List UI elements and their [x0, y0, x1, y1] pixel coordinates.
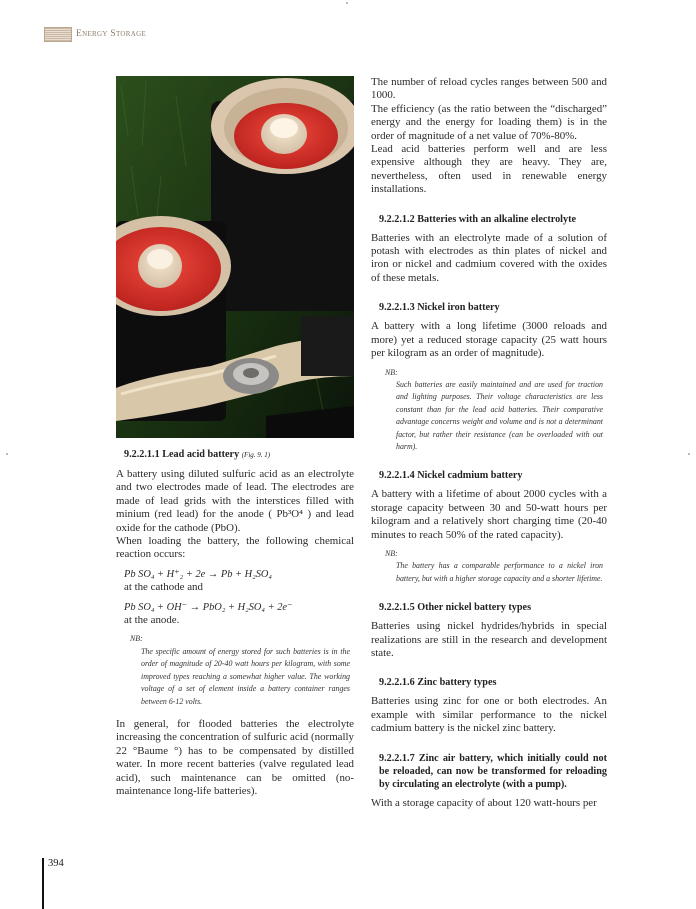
note-text: Such batteries are easily maintained and are used for traction and lighting purposes. Their voltage characteristics are less constant than for the lead acid batteries. Their comparative advantage concerns weight and volume and is not a determinant factor, but rather their resistance (can be overloaded with out harm). [396, 379, 603, 451]
batteries-photo [116, 76, 354, 438]
note-label: NB: [385, 548, 398, 558]
figure-reference: (Fig. 9. 1) [241, 451, 271, 459]
right-column [371, 76, 607, 810]
paragraph: In general, for flooded batteries the electrolyte increasing the concentration of sulfuric acid (normally 22 °Baume °) has to be compensated by distilled water. In more recent batteries (valve regulated lead acid), such maintenance can be omitted (no-maintenance long-life batteries). [116, 717, 354, 797]
crop-mark [688, 453, 690, 455]
section-heading [124, 448, 354, 462]
paragraph: A battery with a lifetime of about 2000 cycles with a storage capacity between 30 and 50-watt hours per kilogram and a relatively short charging time (20-40 minutes to reach 50% of the rated capacity). [371, 488, 607, 541]
note-text: The battery has a comparable performance to a nickel iron battery, but with a higher storage capacity and a shorter lifetime. [396, 561, 603, 583]
equation: Pb SO₄ + OH⁻ → PbO₂ + H₂SO₄ + 2e⁻ [124, 601, 293, 613]
equation: Pb SO₄ + H⁺₂ + 2e → Pb + H₂SO₄ [124, 568, 273, 580]
paragraph: The number of reload cycles ranges between 500 and 1000. [371, 76, 607, 102]
section-heading: 9.2.2.1.7 Zinc air battery, which initially could not be reloaded, can now be transformed for reloading by circulating an electrolyte (with a pump). [379, 752, 607, 790]
paragraph: Lead acid batteries perform well and are less expensive although they are heavy. They are, nevertheless, often used in renewable energy installations. [371, 143, 607, 196]
paragraph: A battery using diluted sulfuric acid as an electrolyte and two electrodes made of lead. The electrodes are made of lead grids with the interstices filled with minium (red lead) for the anode ( Pb³O⁴ ) and lead oxide for the cathode (PbO). [116, 468, 354, 534]
section-heading: 9.2.2.1.2 Batteries with an alkaline electrolyte [379, 213, 577, 225]
running-header: Energy Storage [76, 29, 147, 39]
note-text: The specific amount of energy stored for such batteries is in the order of magnitude of 20-40 watt hours per kilogram, with some improved types reaching a somewhat higher value. The working voltage of a set of element inside a battery container ranges between 6-12 volts. [141, 646, 350, 706]
paragraph: With a storage capacity of about 120 watt-hours per [371, 796, 597, 809]
paragraph: When loading the battery, the following chemical reaction occurs: [116, 535, 354, 561]
paragraph: A battery with a long lifetime (3000 reloads and more) yet a reduced storage capacity (25 watt hours per kilogram as an order of magnitude). [371, 320, 607, 360]
section-heading: 9.2.2.1.3 Nickel iron battery [379, 302, 500, 314]
note-label: NB: [385, 367, 398, 377]
crop-mark [6, 453, 8, 455]
paragraph: Batteries with an electrolyte made of a solution of potash with electrodes as thin plates of nickel and iron or nickel and cadmium covered with the oxides of these metals. [371, 231, 607, 284]
equation-caption: at the cathode and [124, 581, 203, 594]
note-label: NB: [130, 634, 143, 644]
crop-mark [346, 2, 348, 4]
section-heading: 9.2.2.1.4 Nickel cadmium battery [379, 470, 523, 482]
page-number: 394 [48, 858, 64, 869]
header-ornament [44, 27, 72, 42]
section-heading: 9.2.2.1.6 Zinc battery types [379, 677, 497, 689]
section-heading: 9.2.2.1.5 Other nickel battery types [379, 602, 532, 614]
heading-text: 9.2.2.1.1 Lead acid battery [124, 449, 240, 460]
paragraph: Batteries using zinc for one or both electrodes. An example with similar performance to the nickel cadmium battery is the nickel zinc battery. [371, 695, 607, 735]
left-column [116, 448, 354, 798]
equation-caption: at the anode. [124, 614, 180, 627]
margin-rule [42, 858, 44, 909]
paragraph: Batteries using nickel hydrides/hybrids in special realizations are still in the research and development state. [371, 620, 607, 659]
paragraph: The efficiency (as the ratio between the “discharged” energy and the energy for loading them) is in the order of magnitude of a net value of 70%-80%. [371, 102, 607, 142]
